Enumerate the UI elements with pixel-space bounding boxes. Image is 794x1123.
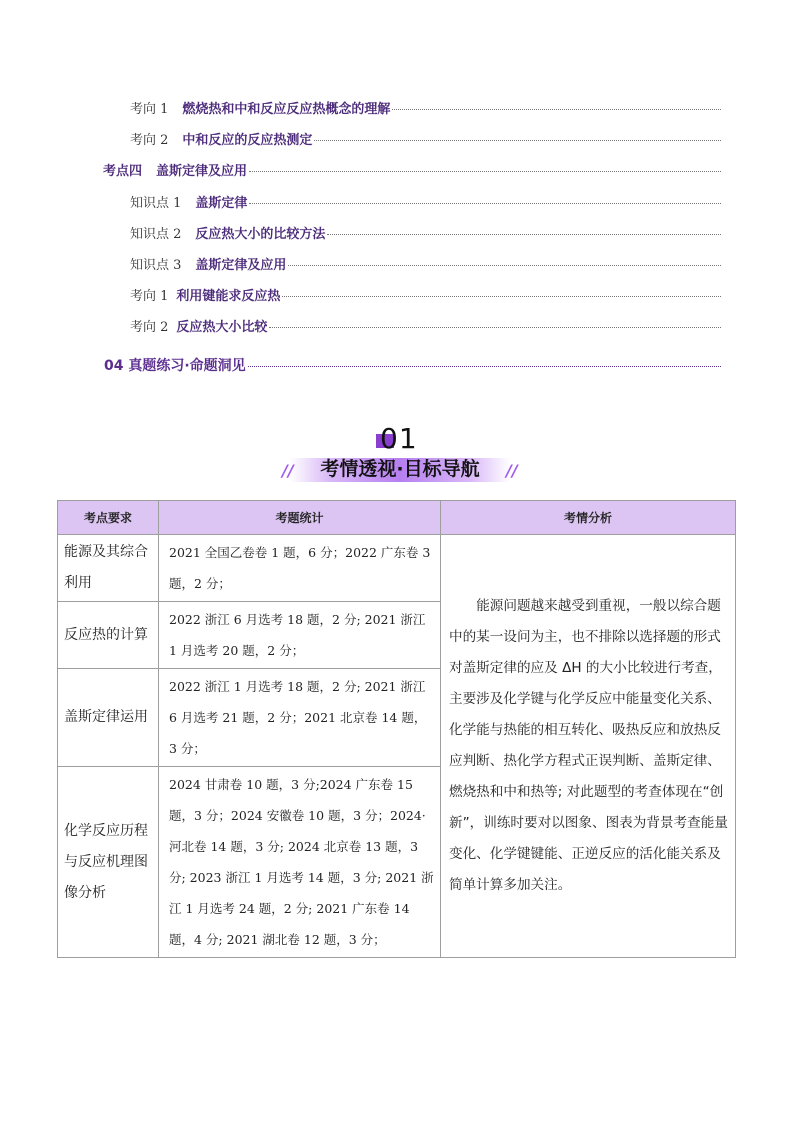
column-header: 考题统计 [159, 501, 441, 535]
toc-entry-top[interactable] [104, 358, 721, 374]
toc-entry-label: 知识点 2 [130, 227, 182, 242]
exam-statistics-table [57, 500, 736, 958]
table-row [58, 535, 736, 602]
topic-cell: 反应热的计算 [58, 602, 159, 669]
stats-cell: 2022 浙江 6 月选考 18 题，2 分; 2021 浙江 1 月选考 20 题，2 分； [159, 602, 441, 669]
toc-entry[interactable] [130, 133, 721, 149]
toc-entry-title: 盖斯定律及应用 [195, 258, 287, 273]
right-slash-decoration: // [506, 461, 518, 480]
left-slash-decoration: // [282, 461, 294, 480]
stats-cell: 2024 甘肃卷 10 题，3 分;2024 广东卷 15 题，3 分；2024 安徽卷 10 题，3 分；2024·河北卷 14 题，3 分; 2024 北京卷 13 题，3 分; 2023 浙江 1 月选考 14 题，3 分; 2021 浙江 1 月选考 24 题，2 分; 2021 广东卷 14 题，4 分; 2021 湖北卷 12 题，3 分； [159, 767, 441, 958]
toc-entry-title: 利用键能求反应热 [176, 289, 281, 304]
dot-leader [327, 234, 721, 235]
toc-entry[interactable] [103, 164, 721, 180]
toc-entry-title: 燃烧热和中和反应反应热概念的理解 [182, 102, 391, 117]
toc-entry[interactable] [130, 102, 721, 118]
dot-leader [288, 265, 721, 266]
toc-entry-label: 考向 2 [130, 320, 169, 335]
column-header: 考情分析 [441, 501, 736, 535]
dot-leader [282, 296, 721, 297]
toc-entry-label: 考向 2 [130, 133, 169, 148]
toc-entry-title: 盖斯定律 [195, 196, 248, 211]
stats-cell: 2022 浙江 1 月选考 18 题，2 分; 2021 浙江 6 月选考 21 题，2 分；2021 北京卷 14 题，3 分； [159, 669, 441, 767]
toc-entry-title: 反应热大小的比较方法 [195, 227, 326, 242]
toc-entry-label: 考向 1 [130, 102, 169, 117]
dot-leader [392, 109, 721, 110]
topic-cell: 能源及其综合利用 [58, 535, 159, 602]
toc-entry-label: 考点四 [103, 164, 143, 179]
toc-entry[interactable] [130, 227, 721, 243]
toc-entry[interactable] [130, 289, 721, 305]
toc-entry[interactable] [130, 258, 721, 274]
dot-leader [248, 366, 721, 367]
toc-entry-title: 中和反应的反应热测定 [182, 133, 313, 148]
section-title: 考情透视·目标导航 [320, 458, 480, 480]
section-header [0, 420, 794, 490]
dot-leader [314, 140, 721, 141]
section-number: 01 [380, 422, 418, 455]
column-header: 考点要求 [58, 501, 159, 535]
stats-cell: 2021 全国乙卷卷 1 题，6 分；2022 广东卷 3 题，2 分； [159, 535, 441, 602]
toc-entry[interactable] [130, 196, 721, 212]
table-header-row [58, 501, 736, 535]
topic-cell: 盖斯定律运用 [58, 669, 159, 767]
topic-cell: 化学反应历程与反应机理图像分析 [58, 767, 159, 958]
toc-entry-label: 考向 1 [130, 289, 169, 304]
dot-leader [249, 203, 721, 204]
toc-entry-label: 知识点 3 [130, 258, 182, 273]
toc-entry-title: 盖斯定律及应用 [156, 164, 248, 179]
toc-entry-title: 04 真题练习·命题洞见 [104, 358, 246, 374]
analysis-cell: 能源问题越来越受到重视，一般以综合题中的某一设问为主，也不排除以选择题的形式对盖斯定律的应及 ΔH 的大小比较进行考查，主要涉及化学键与化学反应中能量变化关系、化学能与热能的相互转化、吸热反应和放热反应判断、热化学方程式正误判断、盖斯定律、燃烧热和中和热等; 对此题型的考查体现在“创新”，训练时要对以图象、图表为背景考查能量变化、化学键键能、正逆反应的活化能关系及简单计算多加关注。 [441, 535, 736, 958]
dot-leader [249, 171, 721, 172]
toc-entry[interactable] [130, 320, 721, 336]
toc-entry-label: 知识点 1 [130, 196, 182, 211]
toc-entry-title: 反应热大小比较 [176, 320, 268, 335]
dot-leader [269, 327, 721, 328]
